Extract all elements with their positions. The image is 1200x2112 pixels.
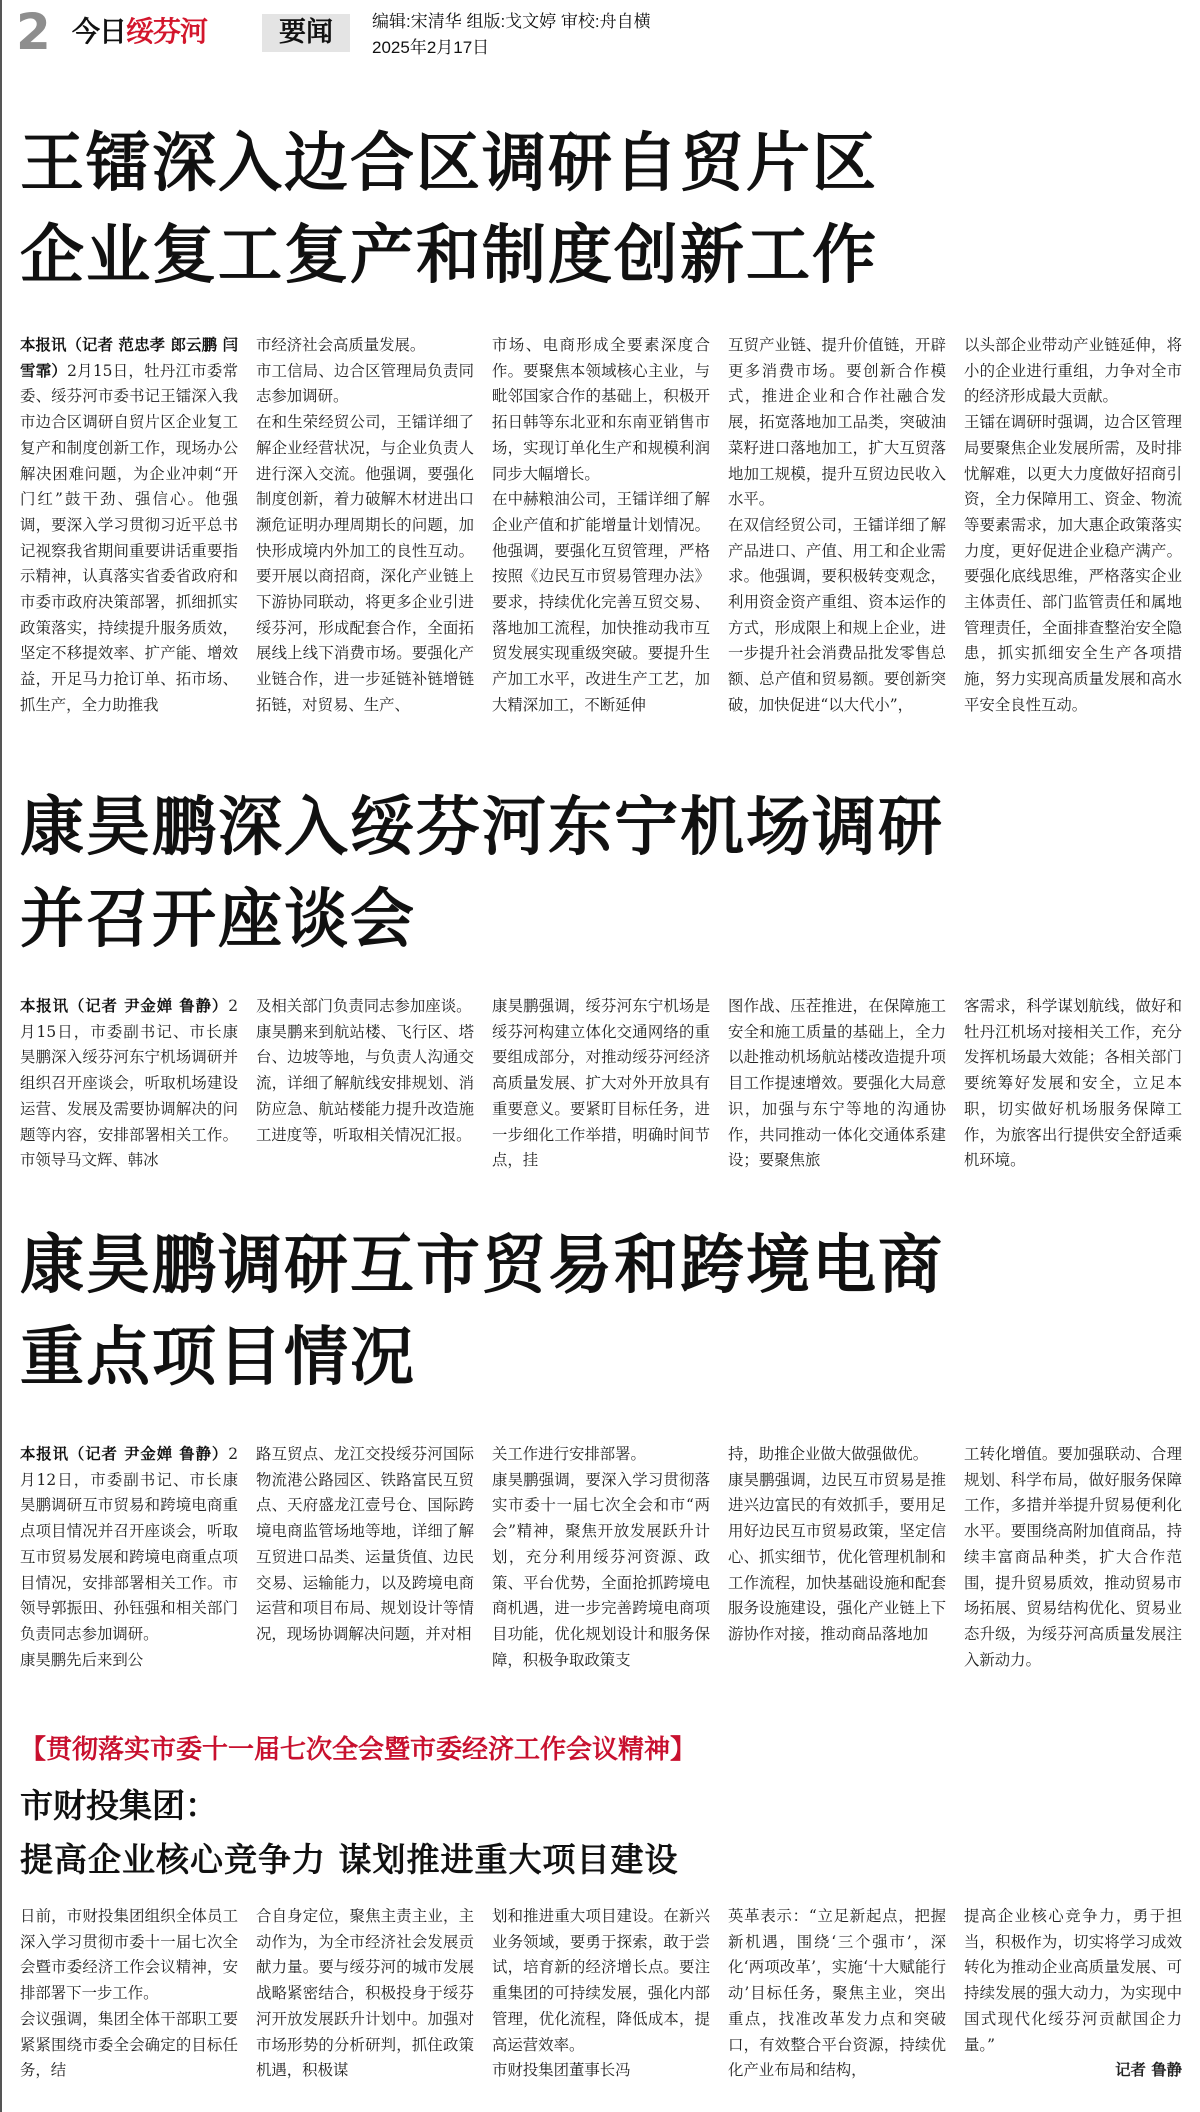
paper-name-red: 绥芬河 xyxy=(126,15,208,48)
article4-body xyxy=(20,1904,1182,2082)
paragraph: 2月12日，市委副书记、市长康昊鹏调研互市贸易和跨境电商重点项目情况并召开座谈会，听取互市贸易发展和跨境电商重点项目情况，安排部署相关工作。市领导郭振田、孙钰强和相关部门负责同志参加调研。 xyxy=(20,1445,238,1643)
paragraph: 在双信经贸公司，王镭详细了解产品进口、产值、用工和企业需求。他强调，要积极转变观念，利用资金资产重组、资本运作的方式，形成限上和规上企业，进一步提升社会消费品批发零售总额、总产值和贸易额。要创新突破，加快促进“以大代小”， xyxy=(728,515,946,714)
text-column xyxy=(256,1904,474,2082)
text-column xyxy=(256,1442,474,1692)
text-column xyxy=(20,1904,238,2082)
article4-headline: 提高企业核心竞争力 谋划推进重大项目建设 xyxy=(20,1840,679,1879)
headline-line: 并召开座谈会 xyxy=(20,883,416,957)
article1-body xyxy=(20,333,1182,727)
paragraph: 工转化增值。要加强联动、合理规划、科学布局，做好服务保障工作，多措并举提升贸易便利化水平。要围绕高附加值商品，持续丰富商品种类，扩大合作范围，提升贸易质效，推动贸易市场拓展、贸易结构优化、贸易业态升级，为绥芬河高质量发展注入新动力。 xyxy=(964,1445,1182,1669)
text-column xyxy=(964,1442,1182,1692)
paragraph: 在中赫粮油公司，王镭详细了解企业产值和扩能增量计划情况。他强调，要强化互贸管理，严格按照《边民互市贸易管理办法》要求，持续优化完善互贸交易、落地加工流程，加快推动我市互贸发展实现重级突破。要提升生产加工水平，改进生产工艺，加大精深加工，不断延伸 xyxy=(492,490,710,714)
paragraph: 市经济社会高质量发展。 xyxy=(256,336,426,354)
paragraph: 提高企业核心竞争力，勇于担当，积极作为，切实将学习成效转化为推动企业高质量发展、可持续发展的强大动力，为实现中国式现代化绥芬河贡献国企力量。” xyxy=(964,1907,1182,2054)
paragraph: 图作战、压茬推进，在保障施工安全和施工质量的基础上，全力以赴推动机场航站楼改造提升项目工作提速增效。要强化大局意识，加强与东宁等地的沟通协作，共同推动一体化交通体系建设；要聚焦旅 xyxy=(728,997,946,1170)
series-title: 【贯彻落实市委十一届七次全会暨市委经济工作会议精神】 xyxy=(20,1735,697,1765)
text-column xyxy=(964,994,1182,1176)
text-column xyxy=(964,333,1182,727)
paragraph: 客需求，科学谋划航线，做好和牡丹江机场对接相关工作，充分发挥机场最大效能；各相关部门要统筹好发展和安全，立足本职，切实做好机场服务保障工作，为旅客出行提供安全舒适乘机环境。 xyxy=(964,997,1182,1170)
paragraph: 市财投集团董事长冯 xyxy=(492,2061,631,2080)
paragraph: 日前，市财投集团组织全体员工深入学习贯彻市委十一届七次全会暨市委经济工作会议精神，安排部署下一步工作。 xyxy=(20,1907,238,2003)
headline-line: 王镭深入边合区调研自贸片区 xyxy=(20,127,878,201)
paragraph: 路互贸点、龙江交投绥芬河国际物流港公路园区、铁路富民互贸点、天府盛龙江壹号仓、国际跨境电商监管场地等地，详细了解互贸进口品类、运量货值、边民交易、运输能力，以及跨境电商运营和项目布局、规划设计等情况，现场协调解决问题，并对相 xyxy=(256,1445,474,1643)
article3-body xyxy=(20,1442,1182,1692)
headline-line: 康昊鹏调研互市贸易和跨境电商 xyxy=(20,1229,944,1303)
paragraph: 2月15日，市委副书记、市长康昊鹏深入绥芬河东宁机场调研并组织召开座谈会，听取机场建设运营、发展及需要协调解决的问题等内容，安排部署相关工作。市领导马文辉、韩冰 xyxy=(20,997,238,1170)
paragraph: 2月15日，牡丹江市委常委、绥芬河市委书记王镭深入我市边合区调研自贸片区企业复工复产和制度创新工作，现场办公解决困难问题，为企业冲刺“开门红”鼓干劲、强信心。他强调，要深入学习贯彻习近平总书记视察我省期间重要讲话重要指示精神，认真落实省委省政府和市委市政府决策部署，抓细抓实政策落实，持续提升服务质效，坚定不移提效率、扩产能、增效益，开足马力抢订单、拓市场、抓生产，全力助推我 xyxy=(20,361,238,714)
text-column xyxy=(492,994,710,1176)
dateline: 本报讯（记者 尹金婵 鲁静） xyxy=(20,997,229,1015)
byline: 记者 鲁静 xyxy=(1115,2061,1182,2080)
paragraph: 市场、电商形成全要素深度合作。要聚焦本领域核心主业，与毗邻国家合作的基础上，积极开拓日韩等东北亚和东南亚销售市场，实现订单化生产和规模利润同步大幅增长。 xyxy=(492,336,710,483)
paragraph: 合自身定位，聚焦主责主业，主动作为，为全市经济社会发展贡献力量。要与绥芬河的城市发展战略紧密结合，积极投身于绥芬河开放发展跃升计划中。加强对市场形势的分析研判，抓住政策机遇，积极谋 xyxy=(256,1907,474,2080)
paragraph: 以头部企业带动产业链延伸，将小的企业进行重组，力争对全市的经济形成最大贡献。 xyxy=(964,336,1182,406)
article1-headline xyxy=(20,118,1190,302)
text-column xyxy=(20,333,238,727)
text-column xyxy=(728,1904,946,2082)
paper-name-black: 今日 xyxy=(72,15,127,48)
publication-date: 2025年2月17日 xyxy=(372,38,490,57)
paragraph: 及相关部门负责同志参加座谈。 xyxy=(256,997,472,1015)
dateline: 本报讯（记者 范忠孝 郎云鹏 闫雪霏） xyxy=(20,336,238,380)
text-column xyxy=(256,333,474,727)
article4-kicker: 市财投集团： xyxy=(20,1786,218,1825)
paragraph: 持，助推企业做大做强做优。 xyxy=(728,1445,929,1463)
headline-line: 康昊鹏深入绥芬河东宁机场调研 xyxy=(20,791,944,865)
paragraph: 关工作进行安排部署。 xyxy=(492,1445,646,1463)
section-tag: 要闻 xyxy=(262,14,350,52)
paragraph: 会议强调，集团全体干部职工要紧紧围绕市委全会确定的目标任务，结 xyxy=(20,2009,238,2080)
article3-headline xyxy=(20,1220,1190,1404)
paragraph: 划和推进重大项目建设。在新兴业务领域，要勇于探索，敢于尝试，培育新的经济增长点。要注重集团的可持续发展，强化内部管理，优化流程，降低成本，提高运营效率。 xyxy=(492,1907,710,2054)
paragraph: 康昊鹏来到航站楼、飞行区、塔台、边坡等地，与负责人沟通交流，详细了解航线安排规划、消防应急、航站楼能力提升改造施工进度等，听取相关情况汇报。 xyxy=(256,1022,474,1144)
paragraph: 英革表示：“立足新起点，把握新机遇，围绕‘三个强市’，深化‘两项改革’，实施‘十大赋能行动’目标任务，聚焦主业，突出重点，找准改革发力点和突破口，有效整合平台资源，持续优化产业布局和结构， xyxy=(728,1907,946,2080)
paragraph: 康昊鹏强调，边民互市贸易是推进兴边富民的有效抓手，要用足用好边民互市贸易政策，坚定信心、抓实细节，优化管理机制和工作流程，加快基础设施和配套服务设施建设，强化产业链上下游协作对接，推动商品落地加 xyxy=(728,1470,946,1643)
masthead xyxy=(12,3,1192,62)
paragraph: 互贸产业链、提升价值链，开辟更多消费市场。要创新合作模式，推进企业和合作社融合发展，拓宽落地加工品类，突破油菜籽进口落地加工，扩大互贸落地加工规模，提升互贸边民收入水平。 xyxy=(728,336,946,509)
text-column xyxy=(492,1904,710,2082)
text-column xyxy=(256,994,474,1176)
text-column xyxy=(492,1442,710,1692)
text-column xyxy=(728,994,946,1176)
text-column xyxy=(20,1442,238,1692)
headline-line: 重点项目情况 xyxy=(20,1321,416,1395)
dateline: 本报讯（记者 尹金婵 鲁静） xyxy=(20,1445,229,1463)
text-column xyxy=(20,994,238,1176)
text-column xyxy=(492,333,710,727)
paragraph: 康昊鹏先后来到公 xyxy=(20,1650,144,1669)
text-column xyxy=(964,1904,1182,2082)
editor-credits: 编辑:宋清华 组版:戈文婷 审校:舟自横 xyxy=(372,12,651,31)
article2-body xyxy=(20,994,1182,1176)
paper-name xyxy=(72,14,207,50)
paragraph: 市工信局、边合区管理局负责同志参加调研。 xyxy=(256,361,474,406)
page-number: 2 xyxy=(16,3,51,61)
headline-line: 企业复工复产和制度创新工作 xyxy=(20,219,878,293)
paragraph: 王镭在调研时强调，边合区管理局要聚焦企业发展所需，及时排忧解难，以更大力度做好招商引资，全力保障用工、资金、物流等要素需求，加大惠企政策落实力度，更好促进企业稳产满产。要强化底线思维，严格落实企业主体责任、部门监管责任和属地管理责任，全面排查整治安全隐患，抓实抓细安全生产各项措施，努力实现高质量发展和高水平安全良性互动。 xyxy=(964,413,1182,714)
text-column xyxy=(728,333,946,727)
paragraph: 康昊鹏强调，要深入学习贯彻落实市委十一届七次全会和市“两会”精神，聚焦开放发展跃升计划，充分利用绥芬河资源、政策、平台优势，全面抢抓跨境电商机遇，进一步完善跨境电商项目功能，优化规划设计和服务保障，积极争取政策支 xyxy=(492,1470,710,1669)
paragraph: 康昊鹏强调，绥芬河东宁机场是绥芬河构建立体化交通网络的重要组成部分，对推动绥芬河经济高质量发展、扩大对外开放具有重要意义。要紧盯目标任务，进一步细化工作举措，明确时间节点，挂 xyxy=(492,997,710,1170)
article2-headline xyxy=(20,782,1190,966)
paragraph: 在和生荣经贸公司，王镭详细了解企业经营状况，与企业负责人进行深入交流。他强调，要强化制度创新，着力破解木材进出口濒危证明办理周期长的问题，加快形成境内外加工的良性互动。要开展以商招商，深化产业链上下游协同联动，将更多企业引进绥芬河，形成配套合作，全面拓展线上线下消费市场。要强化产业链合作，进一步延链补链增链拓链，对贸易、生产、 xyxy=(256,413,474,714)
text-column xyxy=(728,1442,946,1692)
